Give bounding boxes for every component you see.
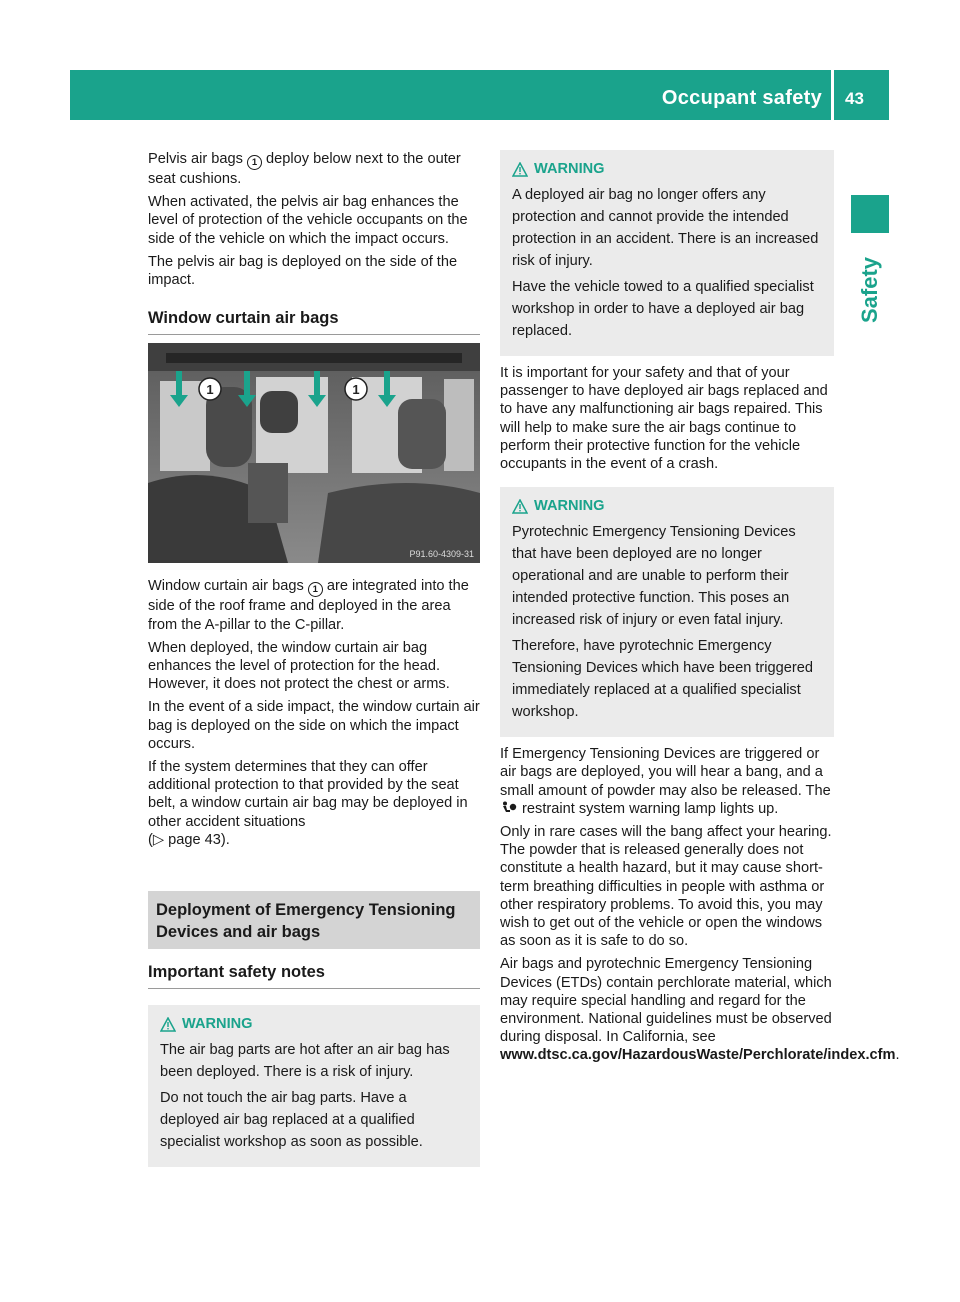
car-interior-illustration bbox=[148, 343, 480, 563]
text: If the system determines that they can offer additional protection to that provided by the seat belt, a window curtain air bag may be deployed in other accident situations bbox=[148, 759, 468, 830]
etd-paragraph-1 bbox=[500, 745, 834, 818]
heading-window-curtain: Window curtain air bags bbox=[148, 309, 480, 335]
text: . bbox=[895, 1047, 900, 1064]
text: Window curtain air bags bbox=[148, 578, 308, 595]
section-title: Occupant safety bbox=[661, 87, 822, 109]
window-paragraph-4 bbox=[148, 758, 480, 849]
side-tab-marker bbox=[851, 195, 889, 233]
text: deploy below next to the outer seat cushions. bbox=[148, 151, 461, 187]
callout-1-icon: 1 bbox=[247, 155, 262, 170]
warning-box-3 bbox=[500, 487, 834, 737]
warning-title bbox=[512, 495, 822, 517]
warning-label: WARNING bbox=[534, 498, 605, 515]
figure-code: P91.60-4309-31 bbox=[409, 549, 474, 560]
warning-triangle-icon bbox=[512, 162, 528, 177]
warning-text: The air bag parts are hot after an air bag has been deployed. There is a risk of injury. bbox=[160, 1042, 450, 1081]
warning-text: Therefore, have pyrotechnic Emergency Tensioning Devices which have been triggered immediately replaced at a qualified specialist workshop. bbox=[512, 638, 813, 721]
window-paragraph-3: In the event of a side impact, the window curtain air bag is deployed on the side on which the impact occurs. bbox=[148, 699, 480, 752]
etd-paragraph-2: Only in rare cases will the bang affect your hearing. The powder that is released generally does not constitute a health hazard, but it may cause short-term breathing difficulties in people with asthma or other respiratory problems. To avoid this, you may wish to get out of the vehicle or open the windows as soon as it is safe to do so. bbox=[500, 824, 832, 950]
window-curtain-figure bbox=[148, 343, 480, 563]
callout-1-icon: 1 bbox=[308, 582, 323, 597]
airbag-warning-lamp-icon bbox=[500, 801, 518, 815]
window-paragraph-1 bbox=[148, 577, 480, 633]
text: restraint system warning lamp lights up. bbox=[518, 800, 779, 817]
warning-label: WARNING bbox=[182, 1016, 253, 1033]
warning-box-1 bbox=[148, 1005, 480, 1167]
pelvis-paragraph-2: When activated, the pelvis air bag enhances the level of protection of the vehicle occupants on the side of the vehicle on which the impact occurs. bbox=[148, 194, 468, 247]
chapter-label: Safety bbox=[857, 256, 882, 324]
replacement-paragraph: It is important for your safety and that of your passenger to have deployed air bags replaced and to have any malfunctioning air bags repaired. This will help to make sure the air bags continue to perform their protective function for the vehicle occupants in the event of a crash. bbox=[500, 365, 828, 473]
text: are integrated into the side of the roof frame and deployed in the area from the A-pillar to the C-pillar. bbox=[148, 578, 469, 633]
header-divider bbox=[831, 70, 834, 120]
page-number: 43 bbox=[845, 89, 864, 108]
right-column bbox=[500, 150, 900, 1070]
warning-box-2 bbox=[500, 150, 834, 356]
warning-text: Pyrotechnic Emergency Tensioning Devices that have been deployed are no longer operational and are unable to perform their intended protective function. This poses an increased risk of injury or even fatal injury. bbox=[512, 524, 796, 629]
perchlorate-link[interactable]: www.dtsc.ca.gov/HazardousWaste/Perchlorate/index.cfm bbox=[500, 1047, 896, 1064]
left-column bbox=[148, 150, 480, 1175]
warning-title bbox=[160, 1013, 468, 1035]
warning-triangle-icon bbox=[512, 499, 528, 514]
warning-text: A deployed air bag no longer offers any protection and cannot provide the intended protection in an accident. There is an increased risk of injury. bbox=[512, 187, 819, 269]
warning-text: Do not touch the air bag parts. Have a deployed air bag replaced at a qualified specialist workshop as soon as possible. bbox=[160, 1090, 423, 1151]
etd-paragraph-3 bbox=[500, 955, 900, 1064]
text: Pelvis air bags bbox=[148, 151, 247, 167]
warning-title bbox=[512, 158, 822, 180]
warning-triangle-icon bbox=[160, 1017, 176, 1032]
pelvis-paragraph-1 bbox=[148, 150, 480, 188]
warning-text: Have the vehicle towed to a qualified specialist workshop in order to have a deployed air bag replaced. bbox=[512, 279, 814, 339]
heading-deployment: Deployment of Emergency Tensioning Devices and air bags bbox=[148, 891, 480, 949]
figure-callout-1: 1 bbox=[206, 382, 214, 398]
warning-label: WARNING bbox=[534, 161, 605, 177]
window-paragraph-2: When deployed, the window curtain air bag enhances the level of protection for the head. However, it does not protect the chest or arms. bbox=[148, 639, 450, 693]
pelvis-paragraph-3: The pelvis air bag is deployed on the side of the impact. bbox=[148, 253, 458, 289]
heading-safety-notes: Important safety notes bbox=[148, 963, 480, 989]
text: If Emergency Tensioning Devices are triggered or air bags are deployed, you will hear a bang, and a small amount of powder may also be released. The bbox=[500, 746, 831, 799]
text: Air bags and pyrotechnic Emergency Tensioning Devices (ETDs) contain perchlorate material, which may require special handling and regard for the environment. National guidelines must be observed during disposal. In California, see bbox=[500, 956, 832, 1046]
figure-callout-2: 1 bbox=[352, 382, 360, 398]
page-reference-link[interactable]: (▷ page 43). bbox=[148, 831, 230, 848]
